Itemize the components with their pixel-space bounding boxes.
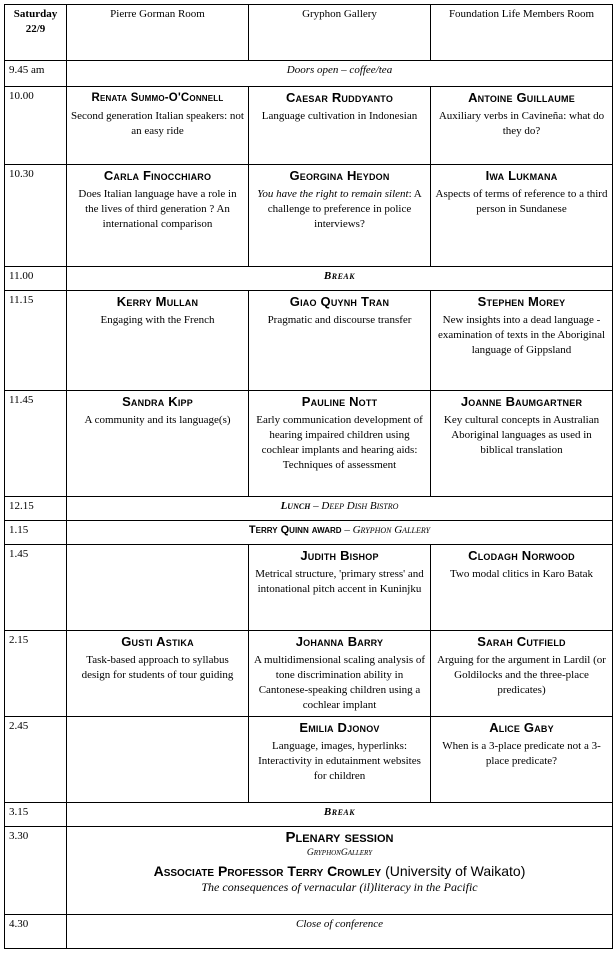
plenary-affiliation: (University of Waikato)	[381, 863, 526, 879]
session-cell	[249, 87, 431, 165]
speaker-name: Alice Gaby	[489, 720, 554, 735]
speaker-name: Carla Finocchiaro	[103, 168, 212, 183]
talk-title: A multidimensional scaling analysis of tone discrimination ability in Cantonese-speaking children using a cochlear implant	[253, 654, 426, 711]
session-cell	[431, 717, 613, 803]
time-cell: 11.00	[5, 267, 67, 291]
doors-open-note: Doors open – coffee/tea	[67, 61, 613, 87]
time-cell: 10.00	[5, 87, 67, 165]
close-note: Close of conference	[67, 915, 613, 949]
session-cell	[67, 631, 249, 717]
row-close	[5, 915, 613, 949]
time-cell: 2.45	[5, 717, 67, 803]
talk-title: Arguing for the argument in Lardil (or Goldilocks and the three-place predicates)	[437, 654, 606, 696]
award-separator: –	[341, 524, 353, 536]
schedule-table	[4, 4, 613, 949]
time-cell: 10.30	[5, 165, 67, 267]
session-cell	[67, 87, 249, 165]
speaker-name: Joanne Baumgartner	[460, 394, 583, 409]
lunch-separator: –	[310, 500, 322, 512]
speaker-name: Sandra Kipp	[122, 394, 193, 409]
talk-title-rest: : A challenge to preference in police interviews?	[267, 188, 422, 230]
speaker-name: Stephen Morey	[477, 294, 566, 309]
award-venue: Gryphon Gallery	[352, 524, 431, 536]
talk-title: Does Italian language have a role in the lives of third generation ? An international comparison	[78, 188, 237, 230]
plenary-cell	[67, 827, 613, 915]
speaker-name: Kerry Mullan	[116, 294, 199, 309]
talk-title: Auxiliary verbs in Cavineña: what do they do?	[438, 110, 605, 137]
row-lunch	[5, 497, 613, 521]
session-cell-empty	[67, 717, 249, 803]
session-cell	[249, 291, 431, 391]
talk-title: Metrical structure, 'primary stress' and intonational pitch accent in Kuninjku	[255, 568, 424, 595]
session-cell	[67, 291, 249, 391]
session-cell	[67, 165, 249, 267]
session-cell	[431, 165, 613, 267]
award-label: Terry Quinn award	[248, 524, 342, 536]
speaker-name: Sarah Cutfield	[477, 634, 566, 649]
talk-title: Engaging with the French	[100, 314, 215, 326]
plenary-venue: GryphonGallery	[306, 848, 373, 858]
header-row	[5, 5, 613, 61]
day-label: Saturday 22/9	[5, 5, 67, 61]
row-215	[5, 631, 613, 717]
speaker-name: Clodagh Norwood	[468, 548, 575, 563]
session-cell	[249, 631, 431, 717]
talk-title: Aspects of terms of reference to a third person in Sundanese	[435, 188, 608, 215]
session-cell-empty	[67, 545, 249, 631]
lunch-place: Deep Dish Bistro	[321, 500, 399, 512]
speaker-name: Iwa Lukmana	[485, 168, 558, 183]
time-cell: 1.45	[5, 545, 67, 631]
session-cell	[431, 87, 613, 165]
talk-title	[253, 187, 426, 232]
talk-title: Second generation Italian speakers: not an easy ride	[71, 110, 244, 137]
time-cell: 9.45 am	[5, 61, 67, 87]
talk-title-italic: You have the right to remain silent	[257, 188, 409, 200]
time-cell: 11.15	[5, 291, 67, 391]
talk-title: Language cultivation in Indonesian	[261, 110, 418, 122]
talk-title: Early communication development of hearing impaired children using cochlear implants and hearing aids: Techniques of assessment	[256, 414, 423, 471]
speaker-name: Emilia Djonov	[299, 720, 380, 735]
break-label: Break	[67, 267, 613, 291]
session-cell	[431, 291, 613, 391]
plenary-talk-title: The consequences of vernacular (il)literacy in the Pacific	[201, 880, 478, 894]
session-cell	[249, 391, 431, 497]
row-245	[5, 717, 613, 803]
talk-title: Key cultural concepts in Australian Aboriginal languages as used in biblical translation	[443, 414, 600, 456]
speaker-name: Georgina Heydon	[289, 168, 390, 183]
talk-title: New insights into a dead language - examination of texts in the Aboriginal language of Gippsland	[437, 314, 606, 356]
session-cell	[67, 391, 249, 497]
lunch-note	[67, 497, 613, 521]
row-1145	[5, 391, 613, 497]
talk-title: Language, images, hyperlinks: Interactivity in edutainment websites for children	[258, 740, 421, 782]
room-header-gryphon-gallery: Gryphon Gallery	[249, 5, 431, 61]
row-145	[5, 545, 613, 631]
speaker-name: Caesar Ruddyanto	[285, 90, 394, 105]
session-cell	[249, 717, 431, 803]
row-1000	[5, 87, 613, 165]
time-cell: 12.15	[5, 497, 67, 521]
plenary-title: Plenary session	[285, 829, 394, 846]
plenary-speaker: Associate Professor Terry Crowley	[153, 863, 382, 879]
break-label: Break	[67, 803, 613, 827]
session-cell	[431, 545, 613, 631]
speaker-name: Renata Summo-O'Connell	[91, 92, 224, 104]
time-cell: 4.30	[5, 915, 67, 949]
plenary-speaker-line	[71, 862, 608, 880]
session-cell	[249, 165, 431, 267]
talk-title: Two modal clitics in Karo Batak	[449, 568, 594, 580]
award-note	[67, 521, 613, 545]
session-cell	[431, 391, 613, 497]
time-cell: 3.15	[5, 803, 67, 827]
session-cell	[431, 631, 613, 717]
session-cell	[249, 545, 431, 631]
row-plenary	[5, 827, 613, 915]
speaker-name: Antoine Guillaume	[468, 90, 575, 105]
room-header-foundation-life: Foundation Life Members Room	[431, 5, 613, 61]
row-1115	[5, 291, 613, 391]
speaker-name: Giao Quynh Tran	[289, 294, 390, 309]
row-1030	[5, 165, 613, 267]
lunch-label: Lunch	[280, 500, 311, 512]
room-header-pierre-gorman: Pierre Gorman Room	[67, 5, 249, 61]
speaker-name: Johanna Barry	[295, 634, 384, 649]
talk-title: Pragmatic and discourse transfer	[267, 314, 412, 326]
row-award	[5, 521, 613, 545]
speaker-name: Pauline Nott	[301, 394, 378, 409]
speaker-name: Judith Bishop	[300, 548, 379, 563]
talk-title: A community and its language(s)	[84, 414, 231, 426]
row-break-1100	[5, 267, 613, 291]
time-cell: 1.15	[5, 521, 67, 545]
row-break-315	[5, 803, 613, 827]
talk-title: When is a 3-place predicate not a 3-place predicate?	[442, 740, 601, 767]
time-cell: 11.45	[5, 391, 67, 497]
talk-title: Task-based approach to syllabus design for students of tour guiding	[81, 654, 234, 681]
time-cell: 2.15	[5, 631, 67, 717]
speaker-name: Gusti Astika	[121, 634, 194, 649]
row-doors-open	[5, 61, 613, 87]
time-cell: 3.30	[5, 827, 67, 915]
